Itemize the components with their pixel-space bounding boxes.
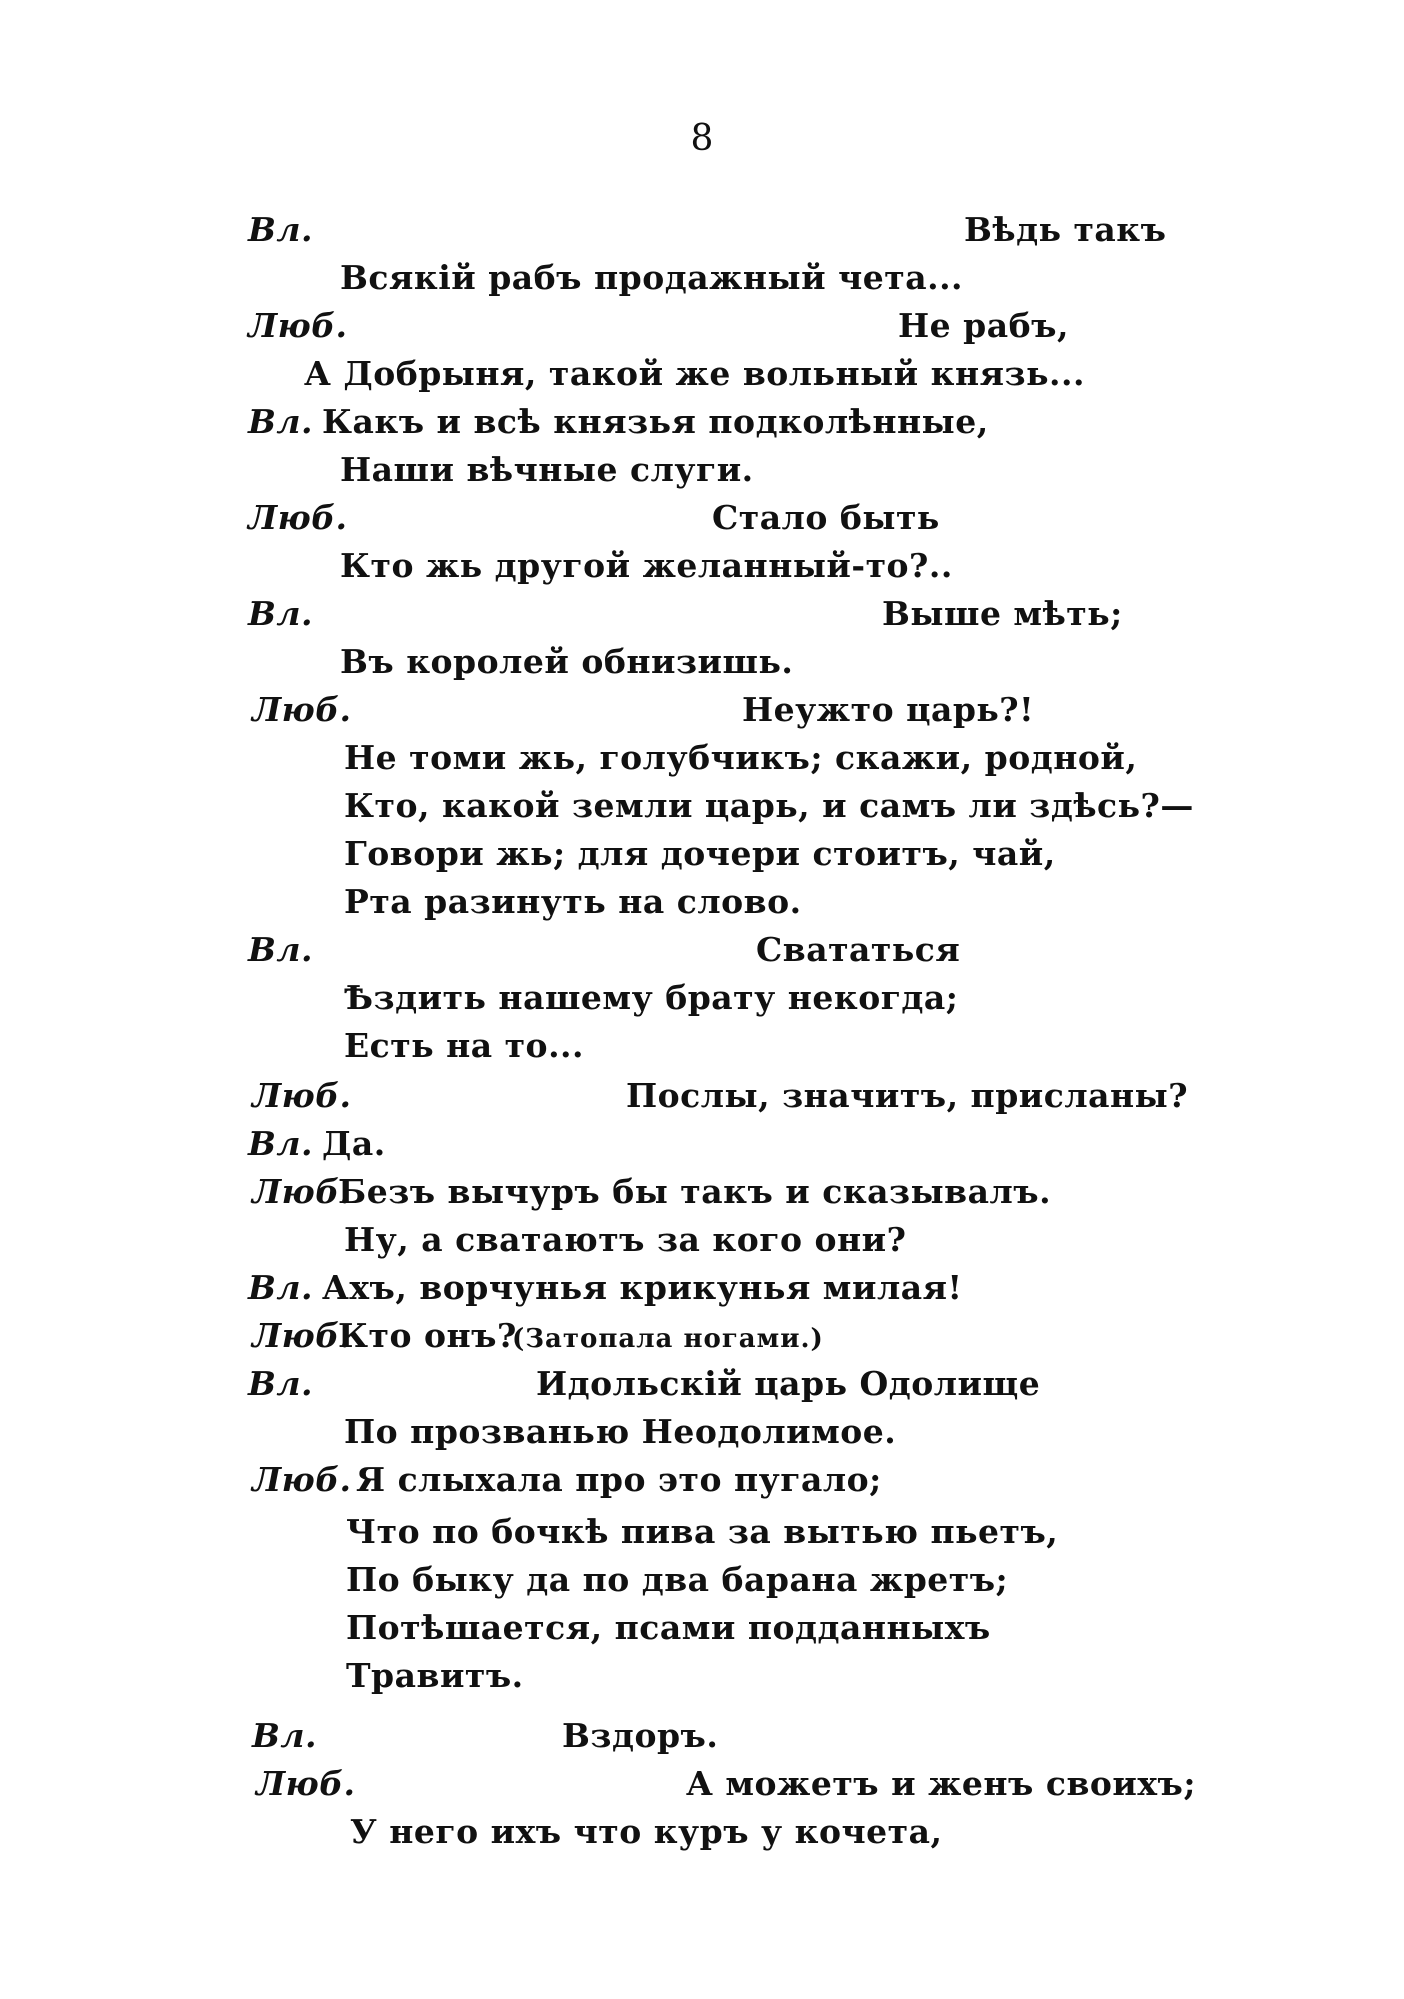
verse-line: А Добрыня, такой же вольный князь... [304,354,1085,393]
verse-line: Да. [322,1124,386,1163]
speaker-label: Люб. [252,1076,352,1115]
verse-line: Кто онъ? [338,1316,517,1355]
verse-line: Послы, значитъ, присланы? [626,1076,1189,1115]
verse-line: Стало быть [712,498,940,537]
verse-line: Не рабъ, [898,306,1069,345]
verse-line: Неужто царь?! [742,690,1035,729]
verse-line: Идольскій царь Одолище [536,1364,1041,1403]
verse-line: Не томи жь, голубчикъ; скажи, родной, [344,738,1138,777]
verse-line: Вздоръ. [562,1716,719,1755]
speaker-label: Люб. [252,1316,352,1355]
verse-line: Какъ и всѣ князья подколѣнные, [322,402,989,441]
speaker-label: Вл. [248,1364,314,1403]
speaker-label: Люб. [252,1172,352,1211]
verse-line: Травитъ. [346,1656,524,1695]
speaker-label: Люб. [248,306,348,345]
verse-line: По прозванью Неодолимое. [344,1412,897,1451]
verse-line: Свататься [756,930,961,969]
speaker-label: Люб. [252,1460,352,1499]
speaker-label: Вл. [248,594,314,633]
stage-direction: (Затопала ногами.) [512,1324,824,1354]
verse-line: Вѣдь такъ [964,210,1167,249]
speaker-label: Вл. [248,1124,314,1163]
speaker-label: Люб. [248,498,348,537]
speaker-label: Вл. [248,402,314,441]
verse-line: Наши вѣчные слуги. [340,450,754,489]
verse-line: У него ихъ что куръ у кочета, [350,1812,943,1851]
speaker-label: Вл. [248,930,314,969]
verse-line: Ѣздить нашему брату некогда; [344,978,959,1017]
verse-line: По быку да по два барана жретъ; [346,1560,1009,1599]
speaker-label: Люб. [256,1764,356,1803]
verse-line: Рта разинуть на слово. [344,882,802,921]
verse-line: Кто, какой земли царь, и самъ ли здѣсь?— [344,786,1194,825]
verse-line: Выше мѣть; [882,594,1123,633]
page-number: 8 [690,118,714,159]
speaker-label: Вл. [248,210,314,249]
verse-line: Я слыхала про это пугало; [356,1460,882,1499]
verse-line: Ахъ, ворчунья крикунья милая! [322,1268,963,1307]
verse-line: Безъ вычуръ бы такъ и сказывалъ. [338,1172,1052,1211]
verse-line: Говори жь; для дочери стоитъ, чай, [344,834,1056,873]
verse-line: А можетъ и женъ своихъ; [686,1764,1197,1803]
verse-line: Потѣшается, псами подданныхъ [346,1608,991,1647]
verse-line: Ну, а сватаютъ за кого они? [344,1220,907,1259]
verse-line: Кто жь другой желанный-то?.. [340,546,953,585]
verse-line: Что по бочкѣ пива за вытью пьетъ, [346,1512,1059,1551]
verse-line: Въ королей обнизишь. [340,642,794,681]
speaker-label: Вл. [252,1716,318,1755]
verse-line: Всякій рабъ продажный чета... [340,258,964,297]
verse-line: Есть на то... [344,1026,585,1065]
speaker-label: Люб. [252,690,352,729]
speaker-label: Вл. [248,1268,314,1307]
